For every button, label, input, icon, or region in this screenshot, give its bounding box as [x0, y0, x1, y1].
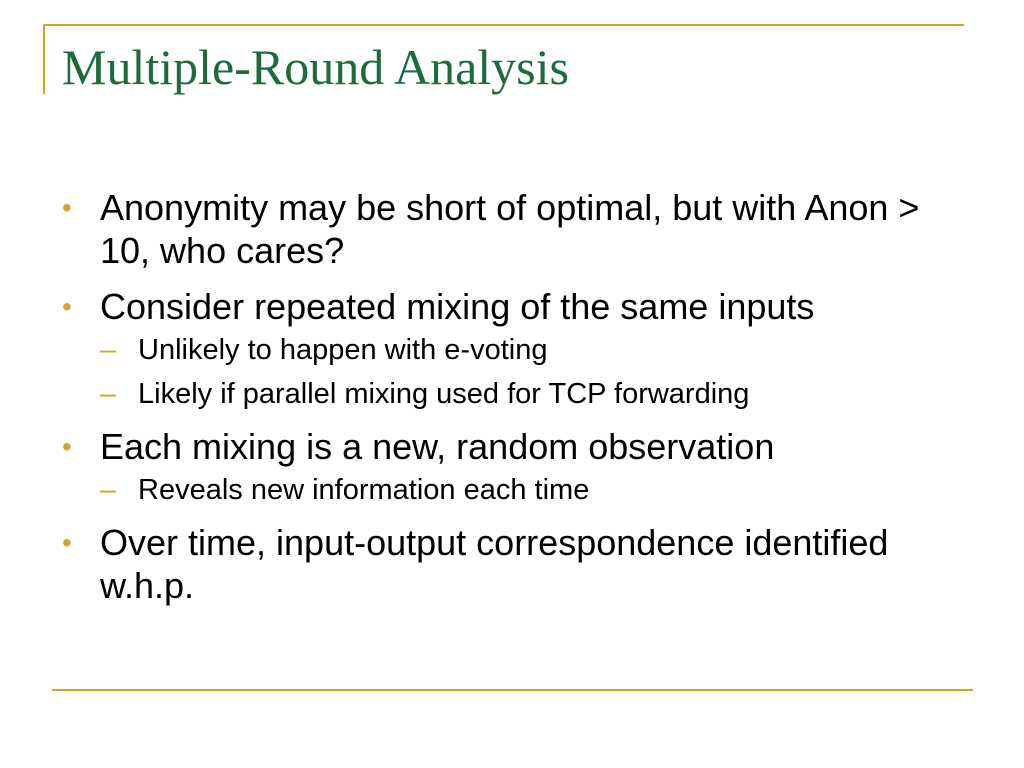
bullet-dot-icon: • [62, 527, 72, 558]
sub-bullet-text: Unlikely to happen with e-voting [138, 334, 548, 366]
sub-bullet-item [62, 377, 962, 411]
bullet-text: Anonymity may be short of optimal, but with Anon > 10, who cares? [100, 187, 920, 271]
bullet-item [62, 425, 962, 468]
sub-bullet-item [62, 473, 962, 507]
bullet-item [62, 285, 962, 328]
sub-bullet-text: Likely if parallel mixing used for TCP forwarding [138, 378, 750, 410]
bullet-text: Over time, input-output correspondence identified w.h.p. [100, 522, 889, 606]
left-accent-line [43, 24, 45, 94]
sub-bullet-item [62, 333, 962, 367]
dash-icon: – [100, 474, 117, 506]
bottom-accent-line [52, 689, 973, 691]
bullet-item [62, 521, 962, 607]
bullet-dot-icon: • [62, 192, 72, 223]
bullet-dot-icon: • [62, 431, 72, 462]
dash-icon: – [100, 334, 117, 366]
bullet-text: Each mixing is a new, random observation [100, 426, 775, 467]
dash-icon: – [100, 378, 117, 410]
bullet-item [62, 186, 962, 272]
bullet-list [62, 186, 962, 620]
bullet-text: Consider repeated mixing of the same inputs [100, 286, 815, 327]
top-accent-line [43, 24, 964, 26]
bullet-dot-icon: • [62, 291, 72, 322]
slide-title: Multiple-Round Analysis [62, 39, 569, 95]
sub-bullet-text: Reveals new information each time [138, 474, 590, 506]
